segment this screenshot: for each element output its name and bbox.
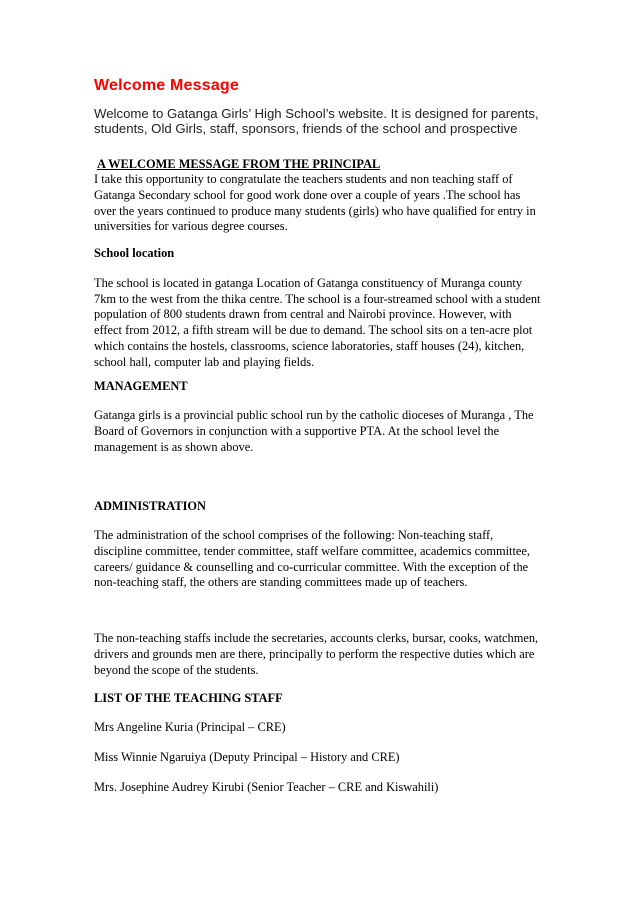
non-teaching-staff-paragraph: The non-teaching staffs include the secretaries, accounts clerks, bursar, cooks, watchmen, drivers and grounds men are there, principally to perform the respective duties which are beyond the scope of the students. xyxy=(94,631,539,677)
teaching-staff-list-heading: LIST OF THE TEACHING STAFF xyxy=(94,691,283,706)
principal-message-heading: A WELCOME MESSAGE FROM THE PRINCIPAL xyxy=(97,157,381,172)
staff-member-senior-teacher: Mrs. Josephine Audrey Kirubi (Senior Teacher – CRE and Kiswahili) xyxy=(94,780,439,795)
administration-paragraph: The administration of the school comprises of the following: Non-teaching staff, discipline committee, tender committee, staff welfare committee, academics committee, careers/ guidance & counselling and co-curricular committee. With the exception of the non-teaching staff, the others are standing committees made up of teachers. xyxy=(94,528,531,590)
teaching-staff-list xyxy=(94,719,541,795)
management-paragraph: Gatanga girls is a provincial public school run by the catholic dioceses of Muranga , The Board of Governors in conjunction with a supportive PTA. At the school level the management is as shown above. xyxy=(94,408,534,454)
staff-member-deputy-principal: Miss Winnie Ngaruiya (Deputy Principal – History and CRE) xyxy=(94,750,400,765)
management-heading: MANAGEMENT xyxy=(94,379,188,394)
staff-member-principal: Mrs Angeline Kuria (Principal – CRE) xyxy=(94,720,286,735)
administration-heading: ADMINISTRATION xyxy=(94,499,206,514)
intro-paragraph: Welcome to Gatanga Girls’ High School’s website. It is designed for parents, students, Old Girls, staff, sponsors, friends of the school and prospective xyxy=(94,106,539,136)
page-title: Welcome Message xyxy=(94,77,239,94)
principal-message-paragraph: I take this opportunity to congratulate the teachers students and non teaching staff of Gatanga Secondary school for good work done over a couple of years .The school has over the years continued to produce many students (girls) who have qualified for entry in universities for various degree courses. xyxy=(94,172,536,234)
school-location-heading: School location xyxy=(94,246,175,260)
school-location-paragraph: The school is located in gatanga Location of Gatanga constituency of Muranga county 7km to the west from the thika centre. The school is a four-streamed school with a student population of 800 students drawn from central and Nairobi province. However, with effect from 2012, a fifth stream will be due to demand. The school sits on a ten-acre plot which contains the hostels, classrooms, science laboratories, staff houses (24), kitchen, school hall, computer lab and playing fields. xyxy=(94,276,541,369)
